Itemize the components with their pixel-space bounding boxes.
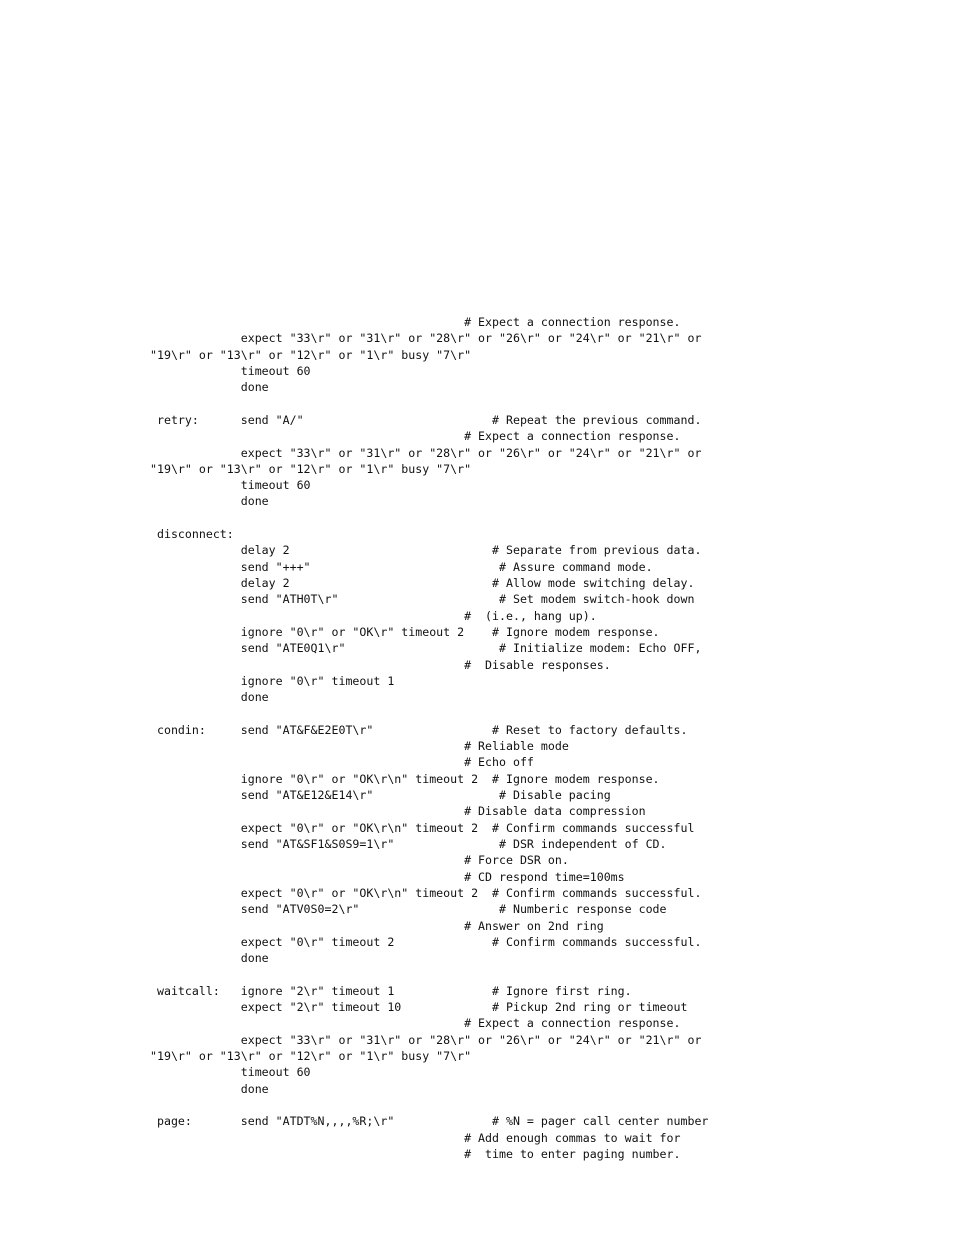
code-line: expect "0\r" timeout 2 # Confirm commands successful. (150, 934, 702, 949)
code-line: timeout 60 (150, 1065, 311, 1080)
code-line: expect "0\r" or "OK\r\n" timeout 2 # Confirm commands successful (150, 820, 695, 835)
code-line: expect "2\r" timeout 10 # Pickup 2nd ring or timeout (150, 1000, 688, 1015)
code-line: done (150, 494, 269, 509)
code-line: condin: send "AT&F&E2E0T\r" # Reset to factory defaults. (150, 722, 688, 737)
code-line: # Add enough commas to wait for (150, 1130, 681, 1145)
code-line (150, 967, 708, 983)
code-line: done (150, 380, 269, 395)
code-line: ignore "0\r" or "OK\r\n" timeout 2 # Ignore modem response. (150, 771, 660, 786)
code-line: # Echo off (150, 755, 534, 770)
code-line: send "AT&E12&E14\r" # Disable pacing (150, 788, 611, 803)
code-line: retry: send "A/" # Repeat the previous command. (150, 412, 702, 427)
code-line (150, 1097, 708, 1113)
code-line: "19\r" or "13\r" or "12\r" or "1\r" busy "7\r" (150, 347, 472, 362)
code-line (150, 510, 708, 526)
code-line: # Expect a connection response. (150, 429, 681, 444)
code-line: page: send "ATDT%N,,,,%R;\r" # %N = pager call center number (150, 1114, 709, 1129)
code-line: timeout 60 (150, 363, 311, 378)
code-line: # Expect a connection response. (150, 1016, 681, 1031)
code-line: expect "0\r" or "OK\r\n" timeout 2 # Confirm commands successful. (150, 885, 702, 900)
code-line: done (150, 951, 269, 966)
code-line: done (150, 1081, 269, 1096)
code-line: ignore "0\r" timeout 1 (150, 673, 395, 688)
code-line: # Reliable mode (150, 739, 569, 754)
code-line: expect "33\r" or "31\r" or "28\r" or "26\r" or "24\r" or "21\r" or (150, 331, 702, 346)
code-line: # time to enter paging number. (150, 1146, 681, 1161)
code-line: timeout 60 (150, 478, 311, 493)
code-line: waitcall: ignore "2\r" timeout 1 # Ignore first ring. (150, 983, 632, 998)
code-line: expect "33\r" or "31\r" or "28\r" or "26\r" or "24\r" or "21\r" or (150, 1032, 702, 1047)
code-line: # (i.e., hang up). (150, 608, 597, 623)
code-line: # Answer on 2nd ring (150, 918, 604, 933)
code-line: ignore "0\r" or "OK\r" timeout 2 # Ignore modem response. (150, 624, 660, 639)
code-line: "19\r" or "13\r" or "12\r" or "1\r" busy "7\r" (150, 1049, 472, 1064)
code-line: "19\r" or "13\r" or "12\r" or "1\r" busy "7\r" (150, 461, 472, 476)
code-line: # Disable responses. (150, 657, 611, 672)
code-line: disconnect: (150, 527, 234, 542)
code-line: # Force DSR on. (150, 853, 569, 868)
code-line: send "ATH0T\r" # Set modem switch-hook down (150, 592, 695, 607)
code-line: send "AT&SF1&S0S9=1\r" # DSR independent of CD. (150, 837, 667, 851)
code-line: send "ATV0S0=2\r" # Numberic response code (150, 902, 667, 917)
code-line: # Disable data compression (150, 804, 646, 819)
code-line: # Expect a connection response. (150, 315, 681, 329)
code-line: # CD respond time=100ms (150, 869, 625, 884)
code-line: delay 2 # Separate from previous data. (150, 543, 702, 558)
code-line (150, 396, 708, 412)
modem-script-listing (150, 314, 708, 1162)
code-line (150, 706, 708, 722)
code-line: expect "33\r" or "31\r" or "28\r" or "26\r" or "24\r" or "21\r" or (150, 445, 702, 460)
code-line: delay 2 # Allow mode switching delay. (150, 576, 695, 590)
code-line: done (150, 690, 269, 705)
code-line: send "ATE0Q1\r" # Initialize modem: Echo OFF, (150, 641, 702, 656)
code-line: send "+++" # Assure command mode. (150, 559, 653, 574)
